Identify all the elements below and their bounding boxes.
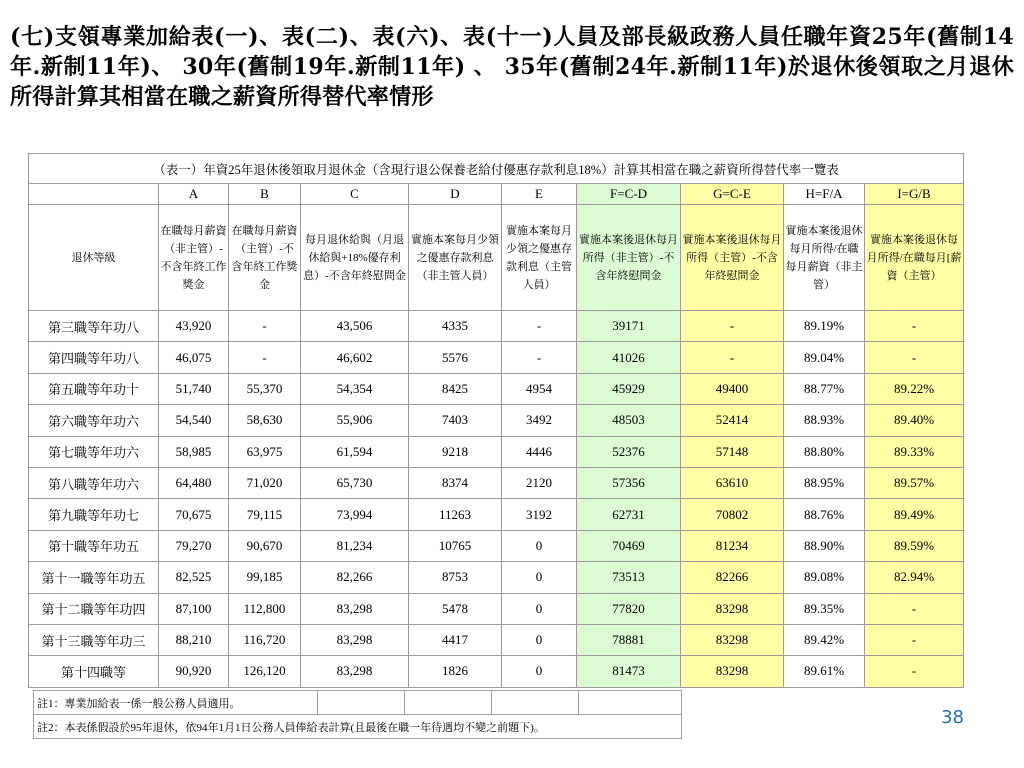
value-cell: 49400: [681, 373, 784, 404]
value-cell: 112,800: [229, 593, 301, 624]
value-cell: 88.77%: [784, 373, 865, 404]
value-cell: 87,100: [159, 593, 229, 624]
value-cell: 52376: [577, 436, 681, 467]
value-cell: -: [865, 656, 964, 687]
value-cell: 62731: [577, 499, 681, 530]
grade-cell: 第四職等年功八: [29, 342, 159, 373]
value-cell: 83,298: [301, 593, 409, 624]
value-cell: -: [502, 311, 577, 342]
value-cell: 83298: [681, 656, 784, 687]
notes-table: [33, 690, 682, 739]
value-cell: 58,630: [229, 405, 301, 436]
grade-cell: 第五職等年功十: [29, 373, 159, 404]
value-cell: 83298: [681, 593, 784, 624]
value-cell: 4335: [409, 311, 502, 342]
value-cell: 45929: [577, 373, 681, 404]
value-cell: 48503: [577, 405, 681, 436]
col-header: 在職每月薪資（主管）-不含年終工作獎金: [229, 205, 301, 311]
value-cell: 77820: [577, 593, 681, 624]
col-letter: A: [159, 184, 229, 205]
value-cell: -: [229, 342, 301, 373]
value-cell: 71,020: [229, 467, 301, 498]
value-cell: 88,210: [159, 624, 229, 655]
value-cell: -: [865, 342, 964, 373]
value-cell: 89.49%: [865, 499, 964, 530]
note-empty-cell: [579, 691, 682, 715]
table-row: [29, 624, 964, 655]
value-cell: 43,920: [159, 311, 229, 342]
value-cell: 89.59%: [865, 530, 964, 561]
value-cell: 89.08%: [784, 562, 865, 593]
value-cell: 11263: [409, 499, 502, 530]
value-cell: 88.90%: [784, 530, 865, 561]
table-row: [29, 467, 964, 498]
value-cell: 126,120: [229, 656, 301, 687]
value-cell: 2120: [502, 467, 577, 498]
value-cell: 39171: [577, 311, 681, 342]
value-cell: 88.80%: [784, 436, 865, 467]
table-row: [29, 656, 964, 687]
value-cell: 116,720: [229, 624, 301, 655]
value-cell: 3492: [502, 405, 577, 436]
value-cell: 51,740: [159, 373, 229, 404]
value-cell: 70,675: [159, 499, 229, 530]
value-cell: -: [865, 311, 964, 342]
value-cell: 55,370: [229, 373, 301, 404]
column-header-row: [29, 205, 964, 311]
value-cell: 73513: [577, 562, 681, 593]
grade-cell: 第八職等年功六: [29, 467, 159, 498]
col-header: 每月退休給與（月退休給與+18%優存利息）-不含年終慰問金: [301, 205, 409, 311]
value-cell: 64,480: [159, 467, 229, 498]
value-cell: 83,298: [301, 656, 409, 687]
col-letter: C: [301, 184, 409, 205]
value-cell: 73,994: [301, 499, 409, 530]
note-empty-cell: [318, 691, 405, 715]
value-cell: 54,540: [159, 405, 229, 436]
value-cell: 89.35%: [784, 593, 865, 624]
col-letter: G=C-E: [681, 184, 784, 205]
col-letter: [29, 184, 159, 205]
grade-cell: 第三職等年功八: [29, 311, 159, 342]
value-cell: 82,525: [159, 562, 229, 593]
value-cell: 57356: [577, 467, 681, 498]
value-cell: -: [681, 342, 784, 373]
table-row: [29, 530, 964, 561]
grade-cell: 第六職等年功六: [29, 405, 159, 436]
value-cell: 0: [502, 530, 577, 561]
col-header: 實施本案後退休每月所得（非主管）-不含年終慰問金: [577, 205, 681, 311]
value-cell: 63,975: [229, 436, 301, 467]
value-cell: 89.19%: [784, 311, 865, 342]
value-cell: 89.22%: [865, 373, 964, 404]
value-cell: 54,354: [301, 373, 409, 404]
col-letter: I=G/B: [865, 184, 964, 205]
value-cell: 52414: [681, 405, 784, 436]
grade-cell: 第十三職等年功三: [29, 624, 159, 655]
note-2: 註2：本表係假設於95年退休，依94年1月1日公務人員俸給表計算(且最後在職一年待遇均不變之前題下)。: [34, 715, 682, 739]
col-header: 實施本案後退休每月所得/在職每月[薪資（主管）: [865, 205, 964, 311]
value-cell: 89.42%: [784, 624, 865, 655]
value-cell: 8374: [409, 467, 502, 498]
value-cell: 3192: [502, 499, 577, 530]
value-cell: 79,270: [159, 530, 229, 561]
col-letter: D: [409, 184, 502, 205]
value-cell: 78881: [577, 624, 681, 655]
table-row: [29, 562, 964, 593]
col-letter: F=C-D: [577, 184, 681, 205]
value-cell: 63610: [681, 467, 784, 498]
table-row: [29, 311, 964, 342]
value-cell: 41026: [577, 342, 681, 373]
value-cell: 46,075: [159, 342, 229, 373]
value-cell: 1826: [409, 656, 502, 687]
value-cell: 82.94%: [865, 562, 964, 593]
table-row: [29, 342, 964, 373]
value-cell: -: [865, 624, 964, 655]
value-cell: 88.93%: [784, 405, 865, 436]
value-cell: 88.95%: [784, 467, 865, 498]
col-header: 實施本案每月少領之優惠存款利息（非主管人員）: [409, 205, 502, 311]
col-header: 實施本案後退休每月所得/在職每月薪資（非主管）: [784, 205, 865, 311]
col-header: 實施本案後退休每月所得（主管）-不含年終慰問金: [681, 205, 784, 311]
value-cell: -: [865, 593, 964, 624]
value-cell: 46,602: [301, 342, 409, 373]
value-cell: 82,266: [301, 562, 409, 593]
note-empty-cell: [405, 691, 492, 715]
replacement-rate-table: [28, 153, 964, 688]
value-cell: 10765: [409, 530, 502, 561]
value-cell: 81,234: [301, 530, 409, 561]
grade-cell: 第十一職等年功五: [29, 562, 159, 593]
value-cell: 89.33%: [865, 436, 964, 467]
column-letter-row: [29, 184, 964, 205]
value-cell: 83298: [681, 624, 784, 655]
value-cell: 81234: [681, 530, 784, 561]
value-cell: 0: [502, 562, 577, 593]
value-cell: 81473: [577, 656, 681, 687]
grade-cell: 第十職等年功五: [29, 530, 159, 561]
value-cell: 58,985: [159, 436, 229, 467]
value-cell: 8425: [409, 373, 502, 404]
value-cell: 5478: [409, 593, 502, 624]
col-header: 退休等級: [29, 205, 159, 311]
value-cell: 7403: [409, 405, 502, 436]
value-cell: 4417: [409, 624, 502, 655]
value-cell: 70469: [577, 530, 681, 561]
grade-cell: 第十四職等: [29, 656, 159, 687]
value-cell: 89.61%: [784, 656, 865, 687]
grade-cell: 第七職等年功六: [29, 436, 159, 467]
table-row: [29, 373, 964, 404]
col-header: 實施本案每月少領之優惠存款利息（主管人員）: [502, 205, 577, 311]
value-cell: 82266: [681, 562, 784, 593]
value-cell: 89.57%: [865, 467, 964, 498]
value-cell: 55,906: [301, 405, 409, 436]
page-number: 38: [941, 707, 964, 728]
value-cell: -: [229, 311, 301, 342]
table-row: [29, 405, 964, 436]
col-letter: B: [229, 184, 301, 205]
value-cell: 57148: [681, 436, 784, 467]
value-cell: 90,670: [229, 530, 301, 561]
note-1: 註1：專業加給表一係一般公務人員適用。: [34, 691, 318, 715]
value-cell: 65,730: [301, 467, 409, 498]
value-cell: 83,298: [301, 624, 409, 655]
value-cell: 99,185: [229, 562, 301, 593]
value-cell: 5576: [409, 342, 502, 373]
value-cell: -: [502, 342, 577, 373]
table-caption: （表一）年資25年退休後領取月退休金（含現行退公保養老給付優惠存款利息18%）計算其相當在職之薪資所得替代率一覽表: [29, 154, 964, 184]
table-row: [29, 436, 964, 467]
value-cell: 88.76%: [784, 499, 865, 530]
note-empty-cell: [492, 691, 579, 715]
value-cell: 70802: [681, 499, 784, 530]
value-cell: 89.04%: [784, 342, 865, 373]
value-cell: -: [681, 311, 784, 342]
value-cell: 43,506: [301, 311, 409, 342]
slide-title: (七)支領專業加給表(一)、表(二)、表(六)、表(十一)人員及部長級政務人員任職年資25年(舊制14年.新制11年)、 30年(舊制19年.新制11年) 、 35年(舊制24年.新制11年)於退休後領取之月退休所得計算其相當在職之薪資所得替代率情形: [10, 24, 1014, 110]
value-cell: 89.40%: [865, 405, 964, 436]
value-cell: 79,115: [229, 499, 301, 530]
col-header: 在職每月薪資（非主管）-不含年終工作獎金: [159, 205, 229, 311]
table-row: [29, 593, 964, 624]
table-row: [29, 499, 964, 530]
value-cell: 4446: [502, 436, 577, 467]
grade-cell: 第九職等年功七: [29, 499, 159, 530]
value-cell: 0: [502, 593, 577, 624]
col-letter: H=F/A: [784, 184, 865, 205]
col-letter: E: [502, 184, 577, 205]
value-cell: 8753: [409, 562, 502, 593]
grade-cell: 第十二職等年功四: [29, 593, 159, 624]
value-cell: 90,920: [159, 656, 229, 687]
value-cell: 0: [502, 656, 577, 687]
value-cell: 9218: [409, 436, 502, 467]
value-cell: 61,594: [301, 436, 409, 467]
value-cell: 4954: [502, 373, 577, 404]
value-cell: 0: [502, 624, 577, 655]
